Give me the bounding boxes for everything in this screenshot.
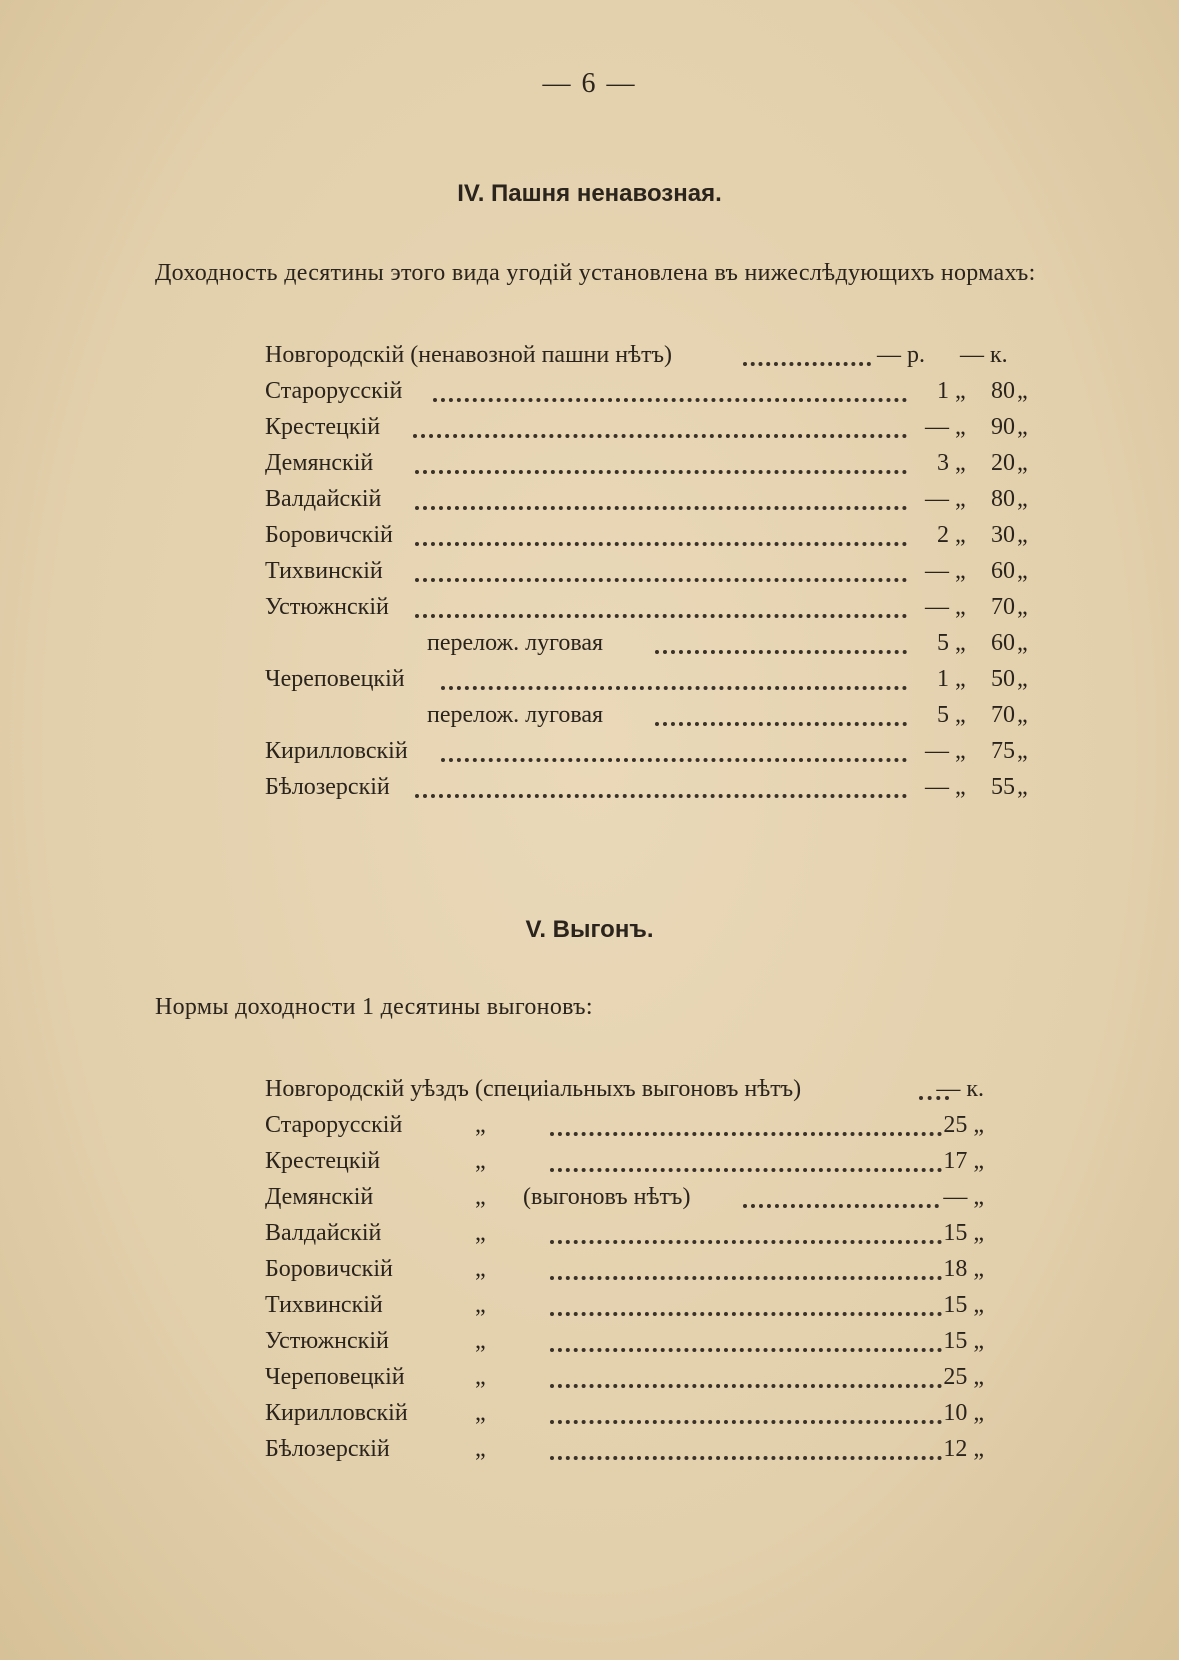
district-name: Старорусскій xyxy=(265,1112,403,1138)
district-name: Новгородскій (ненавозной пашни нѣтъ) xyxy=(265,342,673,368)
dot-leader xyxy=(441,670,907,690)
district-name: Демянскій xyxy=(265,450,374,476)
kop-value: 12 „ xyxy=(943,1436,984,1462)
dot-leader xyxy=(550,1404,942,1424)
rub-value: 5 xyxy=(937,630,949,656)
district-name: Крестецкій xyxy=(265,1148,381,1174)
ditto-mark: „ xyxy=(475,1184,486,1210)
dot-leader xyxy=(550,1296,942,1316)
table-row xyxy=(265,484,1030,520)
section-5-title: V. Выгонъ. xyxy=(525,916,654,943)
dot-leader xyxy=(433,382,907,402)
kop-value: 25 „ xyxy=(943,1112,984,1138)
ditto-mark: „ xyxy=(475,1292,486,1318)
table-row xyxy=(265,1074,1030,1110)
ditto-mark: „ xyxy=(475,1436,486,1462)
ditto-mark: „ xyxy=(475,1220,486,1246)
district-name: Череповецкій xyxy=(265,1364,405,1390)
ditto-mark: „ xyxy=(1017,378,1028,404)
dot-leader xyxy=(415,454,907,474)
table-row xyxy=(265,628,1030,664)
ditto-mark: „ xyxy=(1017,738,1028,764)
ditto-mark: „ xyxy=(475,1400,486,1426)
kop-value: 70 xyxy=(991,702,1015,728)
table-row xyxy=(265,736,1030,772)
dot-leader xyxy=(550,1440,942,1460)
ditto-mark: „ xyxy=(955,666,966,692)
district-name: Крестецкій xyxy=(265,414,381,440)
ditto-mark: „ xyxy=(1017,774,1028,800)
kop-value: 90 xyxy=(991,414,1015,440)
rub-value: — xyxy=(925,738,949,764)
page-number: — 6 — xyxy=(542,68,637,99)
kop-value: 55 xyxy=(991,774,1015,800)
district-name: Новгородскій уѣздъ (специіальныхъ выгоновъ нѣтъ) xyxy=(265,1076,802,1102)
kop-value: 17 „ xyxy=(943,1148,984,1174)
rub-value: — xyxy=(925,486,949,512)
ditto-mark: „ xyxy=(955,594,966,620)
table-row xyxy=(265,448,1030,484)
table-row xyxy=(265,592,1030,628)
dot-leader xyxy=(415,562,907,582)
rub-value: — xyxy=(925,558,949,584)
table-row xyxy=(265,556,1030,592)
dot-leader xyxy=(550,1332,942,1352)
district-name: Бѣлозерскій xyxy=(265,1436,390,1462)
kop-value: 20 xyxy=(991,450,1015,476)
kop-value: 60 xyxy=(991,630,1015,656)
ditto-mark: „ xyxy=(955,738,966,764)
rub-value: 3 xyxy=(937,450,949,476)
section-5-intro: Нормы доходности 1 десятины выгоновъ: xyxy=(155,994,593,1020)
kop-value: 75 xyxy=(991,738,1015,764)
dot-leader xyxy=(550,1116,942,1136)
section-5-table xyxy=(265,1074,1030,1470)
rub-value: 1 xyxy=(937,666,949,692)
ditto-mark: „ xyxy=(475,1256,486,1282)
table-row xyxy=(265,1434,1030,1470)
table-row xyxy=(265,1254,1030,1290)
ditto-mark: „ xyxy=(1017,450,1028,476)
kop-value: 10 „ xyxy=(943,1400,984,1426)
ditto-mark: „ xyxy=(475,1328,486,1354)
table-row xyxy=(265,1146,1030,1182)
ditto-mark: „ xyxy=(475,1364,486,1390)
section-4-intro: Доходность десятины этого вида угодій установлена въ нижеслѣдующихъ нормахъ: xyxy=(155,260,1036,286)
kop-value: — к. xyxy=(936,1076,984,1102)
kop-value: — к. xyxy=(960,342,1008,368)
ditto-mark: „ xyxy=(475,1148,486,1174)
ditto-mark: „ xyxy=(955,450,966,476)
district-name: Валдайскій xyxy=(265,1220,382,1246)
ditto-mark: „ xyxy=(1017,630,1028,656)
rub-value: — xyxy=(925,414,949,440)
district-name: Кирилловскій xyxy=(265,1400,408,1426)
district-name: Череповецкій xyxy=(265,666,405,692)
dot-leader xyxy=(550,1152,942,1172)
kop-value: 15 „ xyxy=(943,1292,984,1318)
dot-leader xyxy=(415,598,907,618)
district-name: Тихвинскій xyxy=(265,558,383,584)
ditto-mark: „ xyxy=(1017,414,1028,440)
kop-value: 30 xyxy=(991,522,1015,548)
dot-leader xyxy=(655,706,907,726)
table-row xyxy=(265,520,1030,556)
table-row xyxy=(265,1362,1030,1398)
rub-value: 1 xyxy=(937,378,949,404)
table-row xyxy=(265,1218,1030,1254)
ditto-mark: „ xyxy=(955,630,966,656)
kop-value: 18 „ xyxy=(943,1256,984,1282)
district-name: Старорусскій xyxy=(265,378,403,404)
table-row xyxy=(265,700,1030,736)
kop-value: — „ xyxy=(943,1184,984,1210)
district-name: Демянскій xyxy=(265,1184,374,1210)
district-name: Устюжнскій xyxy=(265,1328,389,1354)
table-row xyxy=(265,1290,1030,1326)
table-row xyxy=(265,772,1030,808)
dot-leader xyxy=(413,418,907,438)
kop-value: 80 xyxy=(991,378,1015,404)
dot-leader xyxy=(743,346,871,366)
ditto-mark: „ xyxy=(955,486,966,512)
dot-leader xyxy=(655,634,907,654)
ditto-mark: „ xyxy=(1017,702,1028,728)
rub-value: 2 xyxy=(937,522,949,548)
ditto-mark: „ xyxy=(1017,594,1028,620)
district-name: Кирилловскій xyxy=(265,738,408,764)
ditto-mark: „ xyxy=(1017,486,1028,512)
kop-value: 15 „ xyxy=(943,1328,984,1354)
ditto-mark: „ xyxy=(955,774,966,800)
rub-value: — xyxy=(925,774,949,800)
dot-leader xyxy=(415,778,907,798)
ditto-mark: „ xyxy=(1017,558,1028,584)
no-pasture-note: (выгоновъ нѣтъ) xyxy=(523,1184,691,1210)
district-name: Боровичскій xyxy=(265,1256,393,1282)
district-name: Тихвинскій xyxy=(265,1292,383,1318)
district-name: Бѣлозерскій xyxy=(265,774,390,800)
dot-leader xyxy=(550,1260,942,1280)
section-4-title: IV. Пашня ненавозная. xyxy=(457,180,722,207)
table-row xyxy=(265,1398,1030,1434)
kop-value: 25 „ xyxy=(943,1364,984,1390)
rub-value: — р. xyxy=(877,342,925,368)
kop-value: 50 xyxy=(991,666,1015,692)
kop-value: 80 xyxy=(991,486,1015,512)
dot-leader xyxy=(415,490,907,510)
ditto-mark: „ xyxy=(955,558,966,584)
rub-value: 5 xyxy=(937,702,949,728)
ditto-mark: „ xyxy=(955,702,966,728)
ditto-mark: „ xyxy=(955,414,966,440)
dot-leader xyxy=(550,1368,942,1388)
table-row xyxy=(265,376,1030,412)
kop-value: 70 xyxy=(991,594,1015,620)
table-row xyxy=(265,412,1030,448)
kop-value: 60 xyxy=(991,558,1015,584)
dot-leader xyxy=(415,526,907,546)
district-subitem: перелож. луговая xyxy=(427,702,604,728)
ditto-mark: „ xyxy=(1017,666,1028,692)
dot-leader xyxy=(743,1188,939,1208)
table-row xyxy=(265,1182,1030,1218)
rub-value: — xyxy=(925,594,949,620)
dot-leader xyxy=(441,742,907,762)
ditto-mark: „ xyxy=(955,378,966,404)
table-row xyxy=(265,1326,1030,1362)
district-name: Устюжнскій xyxy=(265,594,389,620)
district-name: Боровичскій xyxy=(265,522,393,548)
section-4-table xyxy=(265,340,1030,808)
kop-value: 15 „ xyxy=(943,1220,984,1246)
table-row xyxy=(265,340,1030,376)
table-row xyxy=(265,1110,1030,1146)
table-row xyxy=(265,664,1030,700)
ditto-mark: „ xyxy=(955,522,966,548)
district-name: Валдайскій xyxy=(265,486,382,512)
dot-leader xyxy=(550,1224,942,1244)
district-subitem: перелож. луговая xyxy=(427,630,604,656)
ditto-mark: „ xyxy=(1017,522,1028,548)
ditto-mark: „ xyxy=(475,1112,486,1138)
